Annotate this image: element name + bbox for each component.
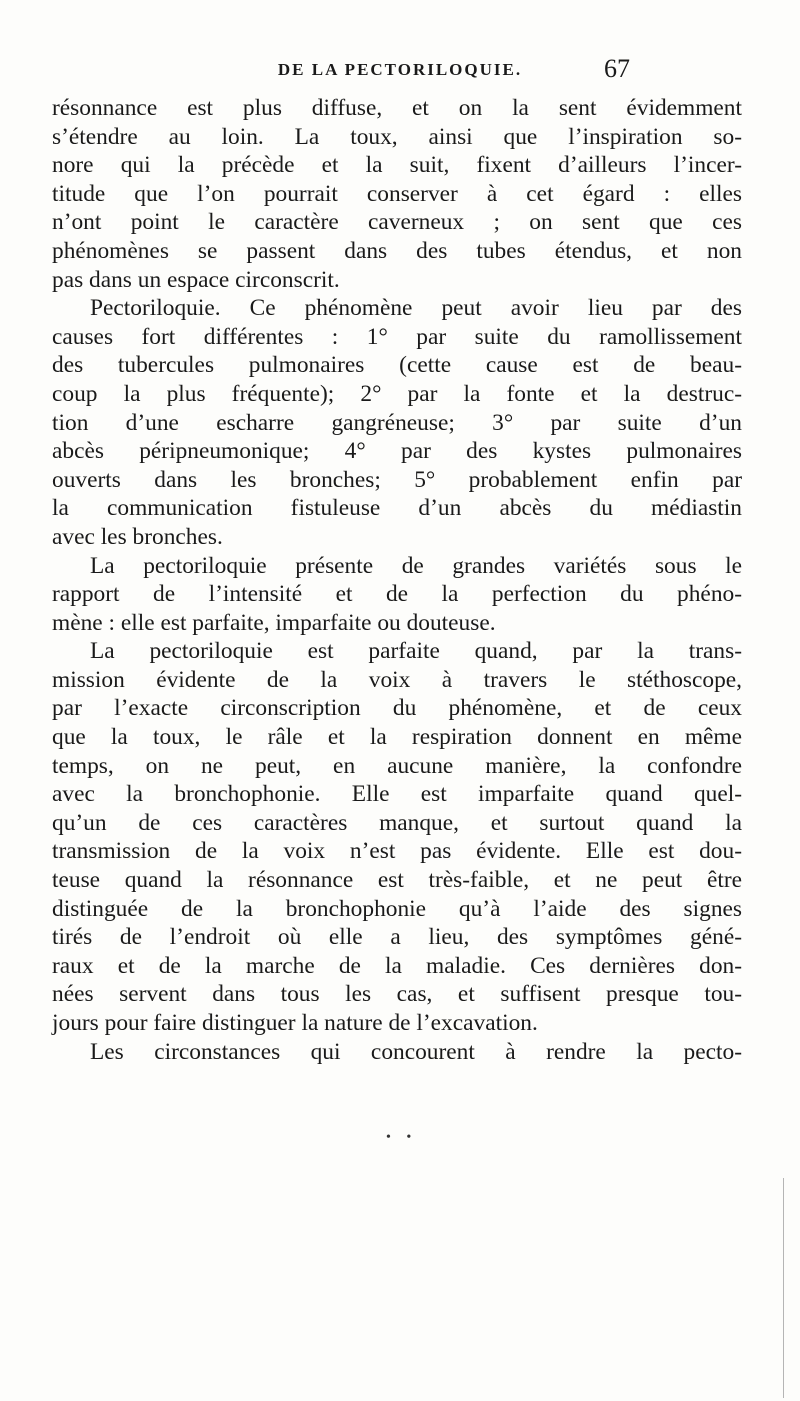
text-line: avec les bronches.	[52, 523, 223, 550]
signature-mark: • •	[386, 1130, 418, 1145]
body-text	[52, 94, 742, 1066]
text-line: distinguée de la bronchophonie qu’à l’aide des signes	[52, 895, 742, 922]
text-line: la communication fistuleuse d’un abcès du médiastin	[52, 495, 742, 522]
text-line: nore qui la précède et la suit, fixent d’ailleurs l’incer-	[52, 152, 742, 179]
text-line: causes fort différentes : 1° par suite du ramollissement	[52, 323, 742, 350]
text-line: des tubercules pulmonaires (cette cause est de beau-	[52, 352, 742, 379]
text-line: mission évidente de la voix à travers le stéthoscope,	[52, 666, 742, 693]
text-line: titude que l’on pourrait conserver à cet égard : elles	[52, 180, 742, 207]
text-line: pas dans un espace circonscrit.	[52, 266, 340, 293]
text-line: par l’exacte circonscription du phénomène, et de ceux	[52, 695, 742, 722]
running-head	[0, 54, 800, 90]
running-title: DE LA PECTORILOQUIE.	[277, 60, 523, 79]
text-line: abcès péripneumonique; 4° par des kystes pulmonaires	[52, 438, 742, 465]
paragraph	[52, 1038, 742, 1067]
margin-rule	[783, 1178, 784, 1398]
text-line: rapport de l’intensité et de la perfection du phéno-	[52, 581, 742, 608]
paragraph	[52, 294, 742, 551]
text-line: transmission de la voix n’est pas évidente. Elle est dou-	[52, 838, 742, 865]
text-line: tion d’une escharre gangréneuse; 3° par suite d’un	[52, 409, 742, 436]
text-line: que la toux, le râle et la respiration donnent en même	[52, 724, 742, 751]
text-line: ouverts dans les bronches; 5° probablement enfin par	[52, 466, 742, 493]
text-line: résonnance est plus diffuse, et on la sent évidemment	[52, 95, 742, 121]
text-line: temps, on ne peut, en aucune manière, la confondre	[52, 752, 742, 779]
text-line: Les circonstances qui concourent à rendre la pecto-	[90, 1038, 742, 1065]
text-line: phénomènes se passent dans des tubes étendus, et non	[52, 237, 742, 264]
text-line: jours pour faire distinguer la nature de l’excavation.	[52, 1010, 538, 1036]
text-line: n’ont point le caractère caverneux ; on sent que ces	[52, 209, 742, 236]
text-line: raux et de la marche de la maladie. Ces dernières don-	[52, 952, 742, 979]
text-line: mène : elle est parfaite, imparfaite ou douteuse.	[52, 609, 496, 636]
text-line: La pectoriloquie est parfaite quand, par la trans-	[90, 638, 742, 665]
page-number: 67	[604, 54, 630, 83]
text-line: tirés de l’endroit où elle a lieu, des symptômes géné-	[52, 924, 742, 951]
text-line: qu’un de ces caractères manque, et surtout quand la	[52, 809, 742, 836]
text-line: nées servent dans tous les cas, et suffisent presque tou-	[52, 981, 742, 1008]
paragraph	[52, 637, 742, 1037]
text-line: teuse quand la résonnance est très-faible, et ne peut être	[52, 867, 742, 894]
text-line: avec la bronchophonie. Elle est imparfaite quand quel-	[52, 781, 742, 808]
text-line: La pectoriloquie présente de grandes variétés sous le	[90, 552, 742, 579]
text-line: s’étendre au loin. La toux, ainsi que l’inspiration so-	[52, 123, 742, 150]
paragraph	[52, 94, 742, 294]
text-line: coup la plus fréquente); 2° par la fonte et la destruc-	[52, 380, 742, 407]
text-line: Pectoriloquie. Ce phénomène peut avoir lieu par des	[90, 295, 742, 322]
paragraph	[52, 552, 742, 638]
